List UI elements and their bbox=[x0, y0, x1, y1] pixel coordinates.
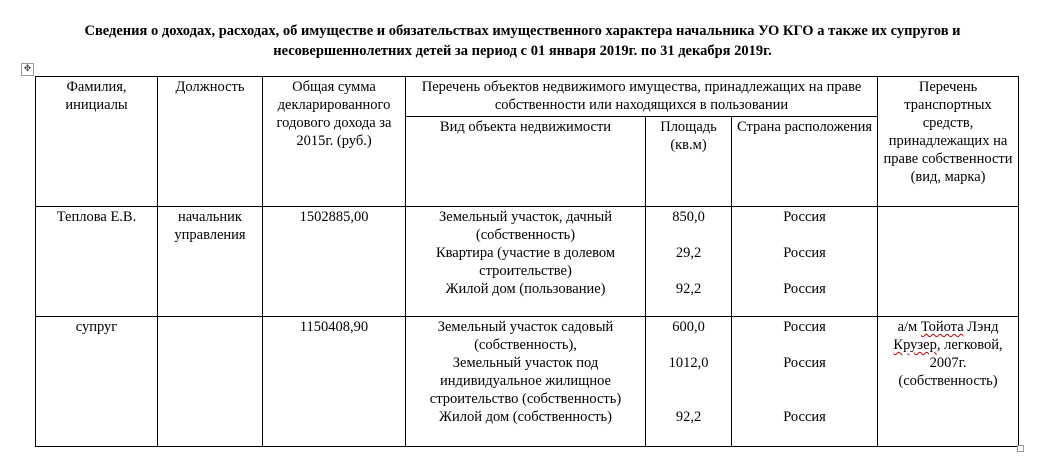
header-position: Должность bbox=[158, 77, 263, 207]
cell-position bbox=[158, 317, 263, 447]
object-area: 600,0 bbox=[672, 319, 705, 335]
vehicle-brand-1: Тойота bbox=[920, 319, 964, 335]
object-country: Россия bbox=[783, 281, 826, 297]
cell-income: 1150408,90 bbox=[263, 317, 406, 447]
object-type: Жилой дом (пользование) bbox=[445, 281, 606, 297]
object-area: 92,2 bbox=[675, 281, 702, 297]
cell-object-types bbox=[406, 207, 646, 317]
header-area: Площадь (кв.м) bbox=[646, 117, 732, 207]
object-country: Россия bbox=[783, 319, 826, 335]
object-type: Жилой дом (собственность) bbox=[439, 409, 612, 425]
cell-areas bbox=[646, 207, 732, 317]
object-type: Земельный участок под индивидуальное жилищное строительство (собственность) bbox=[429, 355, 622, 407]
header-vehicles: Перечень транспортных средств, принадлежащих на праве собственности (вид, марка) bbox=[878, 77, 1019, 207]
cell-areas bbox=[646, 317, 732, 447]
object-country: Россия bbox=[783, 355, 826, 371]
cell-vehicles bbox=[878, 207, 1019, 317]
object-country: Россия bbox=[783, 209, 826, 225]
object-area: 1012,0 bbox=[668, 355, 709, 371]
object-type: Земельный участок садовый (собственность), bbox=[437, 319, 614, 353]
cell-object-types bbox=[406, 317, 646, 447]
title-line-1: Сведения о доходах, расходах, об имуществе и обязательствах имущественного характера начальника УО КГО а также их супругов и bbox=[84, 23, 961, 39]
cell-income: 1502885,00 bbox=[263, 207, 406, 317]
object-type: Земельный участок, дачный (собственность) bbox=[439, 209, 612, 243]
table-row bbox=[36, 207, 1019, 317]
vehicle-prefix: а/м bbox=[897, 319, 918, 335]
document-title bbox=[20, 21, 1025, 61]
object-area: 92,2 bbox=[675, 409, 702, 425]
header-realty-type: Вид объекта недвижимости bbox=[406, 117, 646, 207]
cell-countries bbox=[732, 207, 878, 317]
cell-position: начальник управления bbox=[158, 207, 263, 317]
object-type: Квартира (участие в долевом строительстве) bbox=[435, 245, 616, 279]
object-country: Россия bbox=[783, 245, 826, 261]
table-row bbox=[36, 317, 1019, 447]
table-resize-handle[interactable] bbox=[1017, 445, 1024, 452]
object-area: 850,0 bbox=[672, 209, 705, 225]
vehicle-brand-2: Крузер bbox=[893, 337, 937, 353]
move-cross-icon[interactable]: ✥ bbox=[21, 63, 34, 76]
header-income: Общая сумма декларированного годового дохода за 2015г. (руб.) bbox=[263, 77, 406, 207]
vehicle-mid: Лэнд bbox=[967, 319, 999, 335]
cell-countries bbox=[732, 317, 878, 447]
header-country: Страна расположения bbox=[732, 117, 878, 207]
declaration-table bbox=[35, 76, 1019, 447]
title-line-2: несовершеннолетних детей за период с 01 января 2019г. по 31 декабря 2019г. bbox=[273, 43, 772, 59]
object-country: Россия bbox=[783, 409, 826, 425]
header-name: Фамилия, инициалы bbox=[36, 77, 158, 207]
cell-vehicles bbox=[878, 317, 1019, 447]
cell-name: Теплова Е.В. bbox=[36, 207, 158, 317]
header-realty-group: Перечень объектов недвижимого имущества, принадлежащих на праве собственности или находящихся в пользовании bbox=[406, 77, 878, 117]
object-area: 29,2 bbox=[675, 245, 702, 261]
vehicle-rest: , легковой, 2007г. (собственность) bbox=[898, 337, 1003, 389]
cell-name: супруг bbox=[36, 317, 158, 447]
